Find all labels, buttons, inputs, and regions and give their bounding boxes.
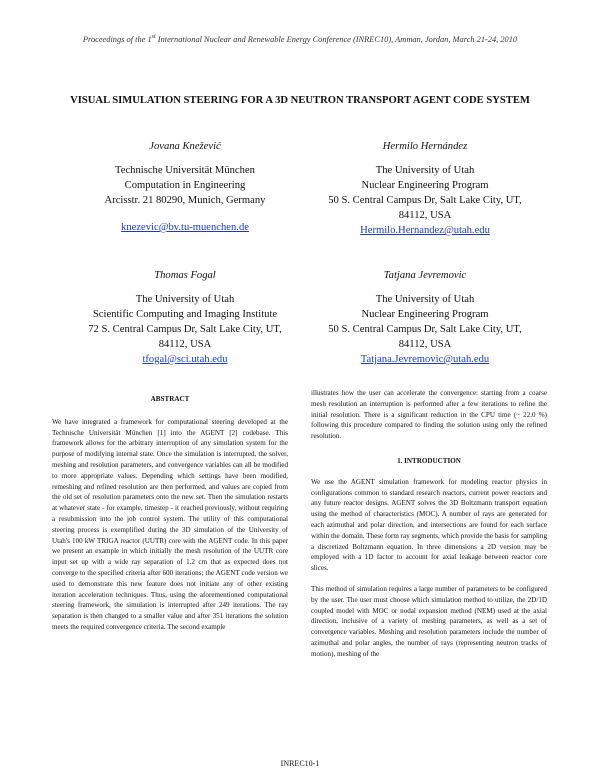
author-email-link[interactable]: Hermilo.Hernandez@utah.edu <box>360 225 490 236</box>
author-email-link[interactable]: tfogal@sci.utah.edu <box>142 354 228 365</box>
affiliation-line: The University of Utah <box>375 294 475 305</box>
abstract-continuation: illustrates how the user can accelerate the convergence: starting from a coarse mesh resolution an interruption is performed after a few iterations to refine the initial resolution. There is a significant reduction in the CPU time (~ 22.0 %) following this procedure compared to finding the solution using only the refined resolution. <box>311 389 547 441</box>
abstract-heading: ABSTRACT <box>150 395 190 403</box>
page-footer: INREC10-1 <box>280 759 320 768</box>
right-column <box>311 388 547 668</box>
author-name: Jovana Knežević <box>149 141 221 152</box>
conference-header: Proceedings of the 1st International Nuclear and Renewable Energy Conference (INREC10), Amman, Jordan, March 21-24, 2010 <box>82 34 518 44</box>
author-block-2 <box>290 139 560 238</box>
affiliation-line: Computation in Engineering <box>124 180 246 191</box>
affiliation-line: Nuclear Engineering Program <box>361 309 489 320</box>
intro-paragraph-2: This method of simulation requires a large number of parameters to be configured by the user. The user must choose which simulation method to utilize, the 2D/1D coupled model with MOC or nodal expansion method (NEM) used at the axial direction, inclusive of a variety of meshing parameters, as well as a set of convergence variables. Meshing and resolution parameters include the number of azimuthal and polar angles, the number of rays (representing neutron tracks of motion), meshing of the <box>311 584 547 658</box>
affiliation-line: The University of Utah <box>135 294 235 305</box>
author-block-4 <box>290 268 560 367</box>
affiliation-line: 84112, USA <box>398 210 452 221</box>
intro-paragraph-1: We use the AGENT simulation framework for modeling reactor physics in configurations common to standard research reactors, current power reactors and any future reactor designs. AGENT solves the 3D Boltzmann transport equation using the method of characteristics (MOC). A number of rays are generated for each azimuthal and polar direction, and intersections are found for each surface within the domain. These form ray segments, which provide the basis for sampling a discretized Boltzmann equation. In three dimensions a 2D version may be employed with a 1D factor to account for axial leakage between reactor core slices. <box>311 477 547 573</box>
author-name: Hermilo Hernández <box>382 141 468 152</box>
affiliation-line: Technische Universität München <box>115 165 255 176</box>
author-block-3 <box>50 268 320 367</box>
affiliation-line: Scientific Computing and Imaging Institute <box>92 309 278 320</box>
affiliation-line: 84112, USA <box>158 339 212 350</box>
author-block-1 <box>50 139 320 235</box>
author-name: Thomas Fogal <box>154 270 216 281</box>
affiliation-line: Nuclear Engineering Program <box>361 180 489 191</box>
author-name: Tatjana Jevremovic <box>383 270 467 281</box>
left-column <box>52 394 288 641</box>
author-email-link[interactable]: Tatjana.Jevremovic@utah.edu <box>360 354 490 365</box>
author-email-link[interactable]: knezevic@bv.tu-muenchen.de <box>121 222 249 233</box>
affiliation-line: 50 S. Central Campus Dr, Salt Lake City, UT, <box>328 195 522 206</box>
abstract-text: We have integrated a framework for computational steering developed at the Technische Universität München [1] into the AGENT [2] codebase. This framework allows for the arbitrary interruption of any simulation system for the purpose of modifying internal state. Once the simulation is interrupted, the solver, meshing and resolution parameters, and convergence variables can all be modified to more appropriate values. Depending which settings have been modified, remeshing and refined resolution are then performed, and values are copied from the old set of resolution parameters onto the new set. Then the simulation restarts at whatever state - for example, timestep - it reached previously, without requiring a resubmission into the job control system. The utility of this computational steering process is exemplified during the 3D simulation of the University of Utah's 100 kW TRIGA reactor (UUTR) core with the AGENT code. In this paper we present an example in which initially the mesh resolution of the UUTR core input set up with a wide ray separation of 1.2 cm that as expected does not converge to the specified criteria after 600 iterations; the AGENT code version we used to demonstrate this new feature does not initiate any of other existing iteration acceleration techniques. Thus, using the aforementioned computational steering framework, the simulation is interrupted after 249 iterations. The ray separation is then changed to a smaller value and after 351 iterations the solution meets the required convergence criteria. The second example <box>52 417 288 631</box>
paper-title: VISUAL SIMULATION STEERING FOR A 3D NEUTRON TRANSPORT AGENT CODE SYSTEM <box>70 95 530 106</box>
affiliation-line: 50 S. Central Campus Dr, Salt Lake City, UT, <box>328 324 522 335</box>
affiliation-line: 84112, USA <box>398 339 452 350</box>
affiliation-line: 72 S. Central Campus Dr, Salt Lake City, UT, <box>88 324 282 335</box>
introduction-heading: 1. INTRODUCTION <box>397 456 461 465</box>
affiliation-line: Arcisstr. 21 80290, Munich, Germany <box>104 195 266 206</box>
affiliation-line: The University of Utah <box>375 165 475 176</box>
